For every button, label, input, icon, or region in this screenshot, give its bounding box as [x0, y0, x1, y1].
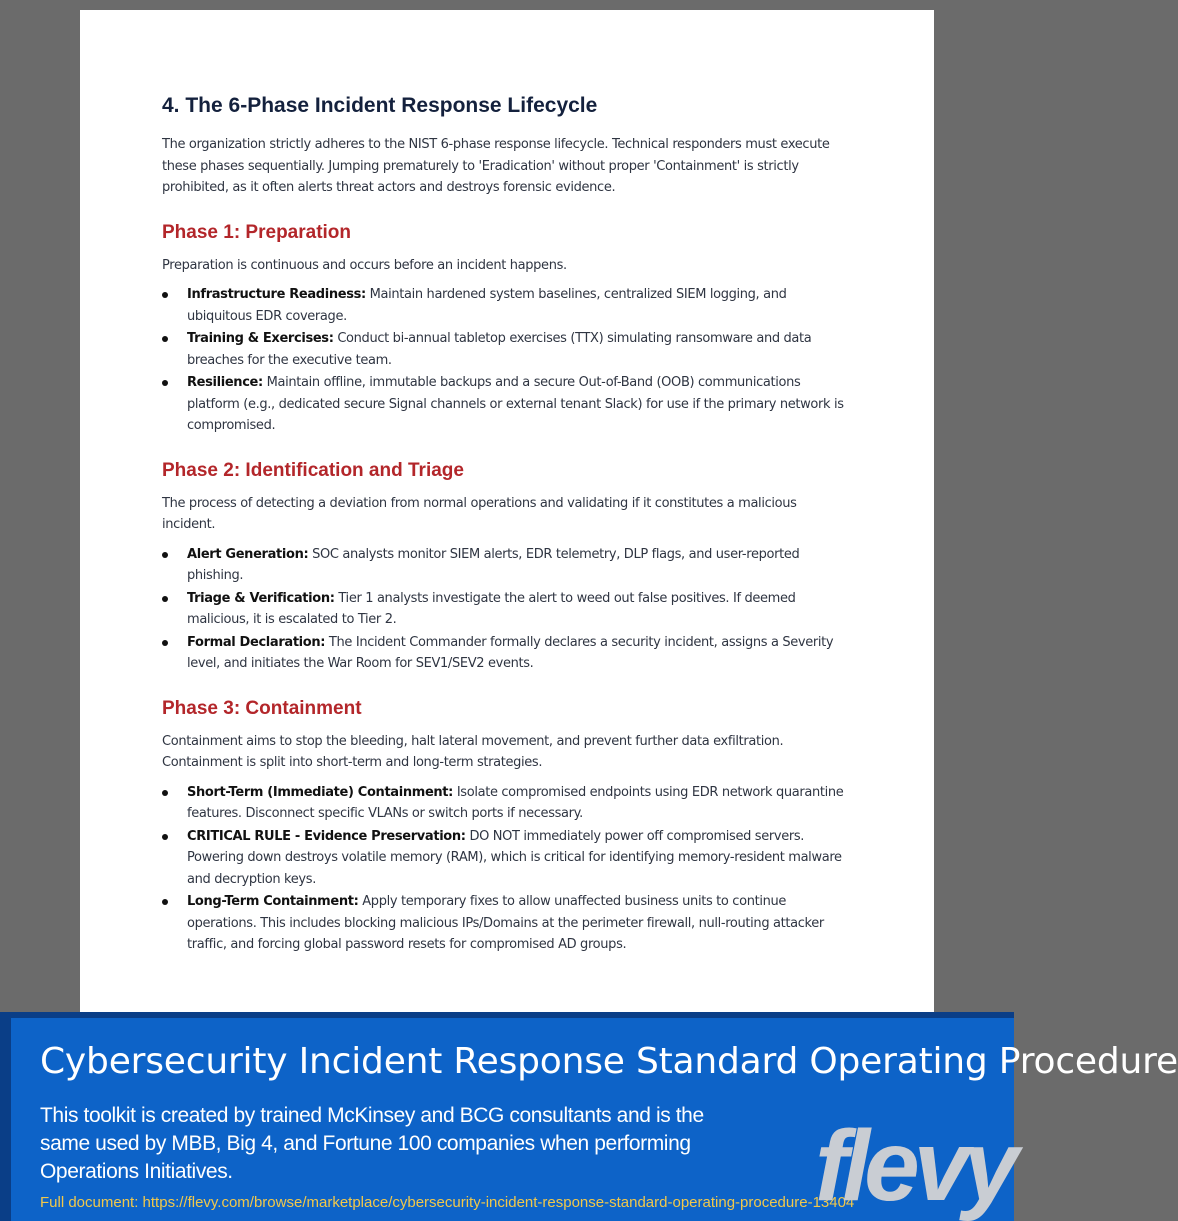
list-item	[162, 544, 850, 587]
bullet-icon	[162, 336, 168, 342]
bullet-list	[162, 284, 850, 437]
banner-title: Cybersecurity Incident Response Standard Operating Procedure	[40, 1041, 1178, 1082]
bullet-text: Isolate compromised endpoints using EDR network quarantine features. Disconnect specific VLANs or switch ports if necessary.	[187, 784, 844, 821]
phase-title: Phase 1: Preparation	[162, 221, 352, 243]
bullet-label: CRITICAL RULE - Evidence Preservation:	[187, 828, 466, 844]
list-item	[162, 826, 850, 891]
phase-title: Phase 3: Containment	[162, 697, 362, 719]
bullet-text: SOC analysts monitor SIEM alerts, EDR telemetry, DLP flags, and user-reported phishing.	[187, 546, 800, 583]
bullet-text: Conduct bi-annual tabletop exercises (TTX) simulating ransomware and data breaches for the executive team.	[187, 331, 812, 368]
list-item	[162, 632, 850, 675]
phase-description: Containment aims to stop the bleeding, halt lateral movement, and prevent further data exfiltration. Containment is split into short-term and long-term strategies.	[162, 733, 784, 770]
bullet-label: Formal Declaration:	[187, 634, 326, 650]
bullet-label: Short-Term (Immediate) Containment:	[187, 784, 454, 800]
bullet-text: Maintain hardened system baselines, centralized SIEM logging, and ubiquitous EDR coverage.	[187, 287, 787, 324]
flevy-logo	[809, 1104, 1013, 1221]
banner-description: This toolkit is created by trained McKinsey and BCG consultants and is the same used by MBB, Big 4, and Fortune 100 companies when performing Operations Initiatives.	[40, 1104, 704, 1183]
bullet-icon	[162, 790, 168, 796]
bullet-text: Apply temporary fixes to allow unaffected business units to continue operations. This includes blocking malicious IPs/Domains at the perimeter firewall, null-routing attacker traffic, and forcing global password resets for compromised AD groups.	[187, 894, 824, 952]
promo-banner-panel	[11, 1018, 1178, 1221]
section-intro: The organization strictly adheres to the NIST 6-phase response lifecycle. Technical responders must execute these phases sequentially. Jumping prematurely to 'Eradication' without proper 'Containment' is strictly prohibited, as it often alerts threat actors and destroys forensic evidence.	[162, 137, 830, 195]
bullet-label: Resilience:	[187, 375, 263, 390]
bullet-text: Maintain offline, immutable backups and a secure Out-of-Band (OOB) communications platform (e.g., dedicated secure Signal channels or external tenant Slack) for use if the primary network is compromised.	[187, 375, 844, 433]
bullet-label: Infrastructure Readiness:	[187, 287, 366, 302]
list-item	[162, 782, 850, 825]
phase-title: Phase 2: Identification and Triage	[162, 459, 464, 481]
bullet-icon	[162, 899, 168, 905]
bullet-label: Alert Generation:	[187, 546, 309, 562]
bullet-icon	[162, 380, 168, 386]
phase-description: The process of detecting a deviation from normal operations and validating if it constitutes a malicious incident.	[162, 495, 797, 532]
bullet-list	[162, 782, 850, 956]
phase-3-section	[162, 697, 850, 956]
full-document-link[interactable]: Full document: https://flevy.com/browse/marketplace/cybersecurity-incident-response-standard-operating-procedure-13404	[40, 1194, 855, 1211]
list-item	[162, 284, 850, 327]
bullet-icon	[162, 834, 168, 840]
bullet-icon	[162, 552, 168, 558]
list-item	[162, 328, 850, 371]
document-page	[80, 10, 934, 1014]
list-item	[162, 588, 850, 631]
bullet-icon	[162, 292, 168, 298]
bullet-label: Long-Term Containment:	[187, 894, 359, 909]
phase-1-section	[162, 221, 850, 437]
list-item	[162, 372, 850, 437]
phase-2-section	[162, 459, 850, 675]
bullet-text: Tier 1 analysts investigate the alert to weed out false positives. If deemed malicious, it is escalated to Tier 2.	[187, 590, 796, 627]
list-item	[162, 891, 850, 956]
phase-description: Preparation is continuous and occurs before an incident happens.	[162, 257, 567, 273]
bullet-label: Training & Exercises:	[187, 331, 334, 346]
bullet-icon	[162, 596, 168, 602]
svg-text:flevy: flevy	[815, 1110, 1013, 1221]
bullet-list	[162, 544, 850, 675]
bullet-icon	[162, 640, 168, 646]
bullet-text: The Incident Commander formally declares a security incident, assigns a Severity level, and initiates the War Room for SEV1/SEV2 events.	[187, 634, 834, 671]
bullet-text: DO NOT immediately power off compromised servers. Powering down destroys volatile memory (RAM), which is critical for identifying memory-resident malware and decryption keys.	[187, 828, 842, 887]
section-title: 4. The 6-Phase Incident Response Lifecycle	[162, 94, 598, 117]
bullet-label: Triage & Verification:	[187, 590, 335, 606]
promo-banner	[0, 1012, 1178, 1221]
